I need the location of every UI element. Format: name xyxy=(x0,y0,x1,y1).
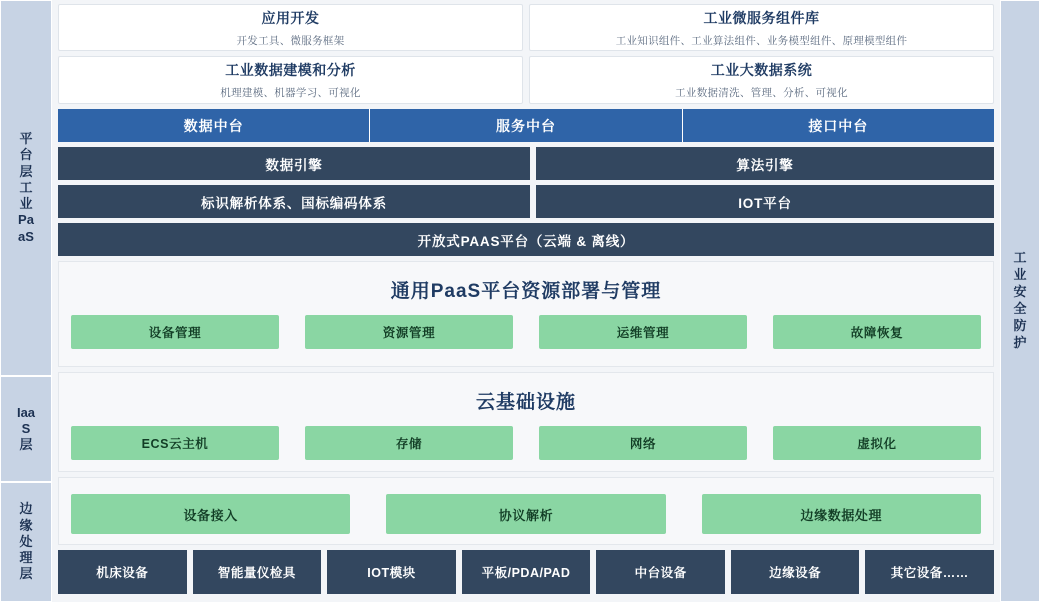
panel-edge-processing xyxy=(58,477,994,545)
device-machine-tool: 机床设备 xyxy=(58,550,187,594)
paas-item-fault-recovery: 故障恢复 xyxy=(773,315,981,349)
paas-item-ops-management: 运维管理 xyxy=(539,315,747,349)
rail-edge-layer xyxy=(0,482,52,602)
application-row xyxy=(58,4,994,51)
identity-row xyxy=(58,185,994,218)
card-big-data-system-title: 工业大数据系统 xyxy=(710,62,813,78)
rail-platform-layer-label: 平台层工业PaaS xyxy=(18,131,34,244)
card-data-modeling xyxy=(58,56,523,104)
card-data-modeling-subtitle: 机理建模、机器学习、可视化 xyxy=(220,87,361,99)
rail-platform-layer xyxy=(0,0,52,376)
card-microservice-library-title: 工业微服务组件库 xyxy=(703,9,820,26)
engine-row xyxy=(58,147,994,180)
bar-data-midplatform: 数据中台 xyxy=(58,109,370,142)
edge-items-row xyxy=(71,494,981,534)
device-midplatform: 中台设备 xyxy=(596,550,725,594)
panel-paas-title: 通用PaaS平台资源部署与管理 xyxy=(390,281,662,302)
bar-interface-midplatform: 接口中台 xyxy=(683,109,994,142)
data-analysis-row xyxy=(58,56,994,104)
rail-iaas-layer xyxy=(0,376,52,482)
rail-edge-layer-label: 边缘处理层 xyxy=(19,501,33,582)
midplatform-row xyxy=(58,109,994,142)
bar-service-midplatform: 服务中台 xyxy=(370,109,682,142)
card-app-development xyxy=(58,4,523,51)
iaas-item-network: 网络 xyxy=(539,426,747,460)
device-strip xyxy=(58,550,994,594)
card-app-development-subtitle: 开发工具、微服务框架 xyxy=(236,34,345,47)
card-microservice-library xyxy=(529,4,994,51)
card-big-data-system xyxy=(529,56,994,104)
device-edge: 边缘设备 xyxy=(731,550,860,594)
card-big-data-system-subtitle: 工业数据清洗、管理、分析、可视化 xyxy=(675,87,848,99)
panel-iaas-title: 云基础设施 xyxy=(475,392,576,413)
device-iot-module: IOT模块 xyxy=(327,550,456,594)
bar-iot-platform: IOT平台 xyxy=(536,185,994,218)
right-rail-industrial-security xyxy=(1000,0,1040,602)
bar-open-paas-platform: 开放式PAAS平台（云端 & 离线） xyxy=(58,223,994,256)
rail-iaas-layer-label: IaaS层 xyxy=(16,404,36,453)
paas-items-row xyxy=(71,315,981,349)
iaas-item-ecs: ECS云主机 xyxy=(71,426,279,460)
iaas-item-storage: 存储 xyxy=(305,426,513,460)
bar-identity-resolution: 标识解析体系、国标编码体系 xyxy=(58,185,530,218)
diagram-body xyxy=(52,0,1000,602)
iaas-items-row xyxy=(71,426,981,460)
left-rail xyxy=(0,0,52,602)
edge-item-edge-data-processing: 边缘数据处理 xyxy=(702,494,981,534)
bar-algorithm-engine: 算法引擎 xyxy=(536,147,994,180)
right-rail-label: 工业安全防护 xyxy=(1013,250,1027,350)
device-others: 其它设备…… xyxy=(865,550,994,594)
iaas-item-virtualization: 虚拟化 xyxy=(773,426,981,460)
paas-item-resource-management: 资源管理 xyxy=(305,315,513,349)
card-app-development-title: 应用开发 xyxy=(261,9,320,26)
paas-item-device-management: 设备管理 xyxy=(71,315,279,349)
device-tablet-pda: 平板/PDA/PAD xyxy=(462,550,591,594)
device-smart-gauge: 智能量仪检具 xyxy=(193,550,322,594)
edge-item-protocol-parsing: 协议解析 xyxy=(386,494,665,534)
card-microservice-library-subtitle: 工业知识组件、工业算法组件、业务模型组件、原理模型组件 xyxy=(615,34,908,47)
panel-cloud-infrastructure xyxy=(58,372,994,472)
edge-item-device-access: 设备接入 xyxy=(71,494,350,534)
panel-paas-resource-management xyxy=(58,261,994,367)
bar-data-engine: 数据引擎 xyxy=(58,147,530,180)
card-data-modeling-title: 工业数据建模和分析 xyxy=(225,62,356,78)
